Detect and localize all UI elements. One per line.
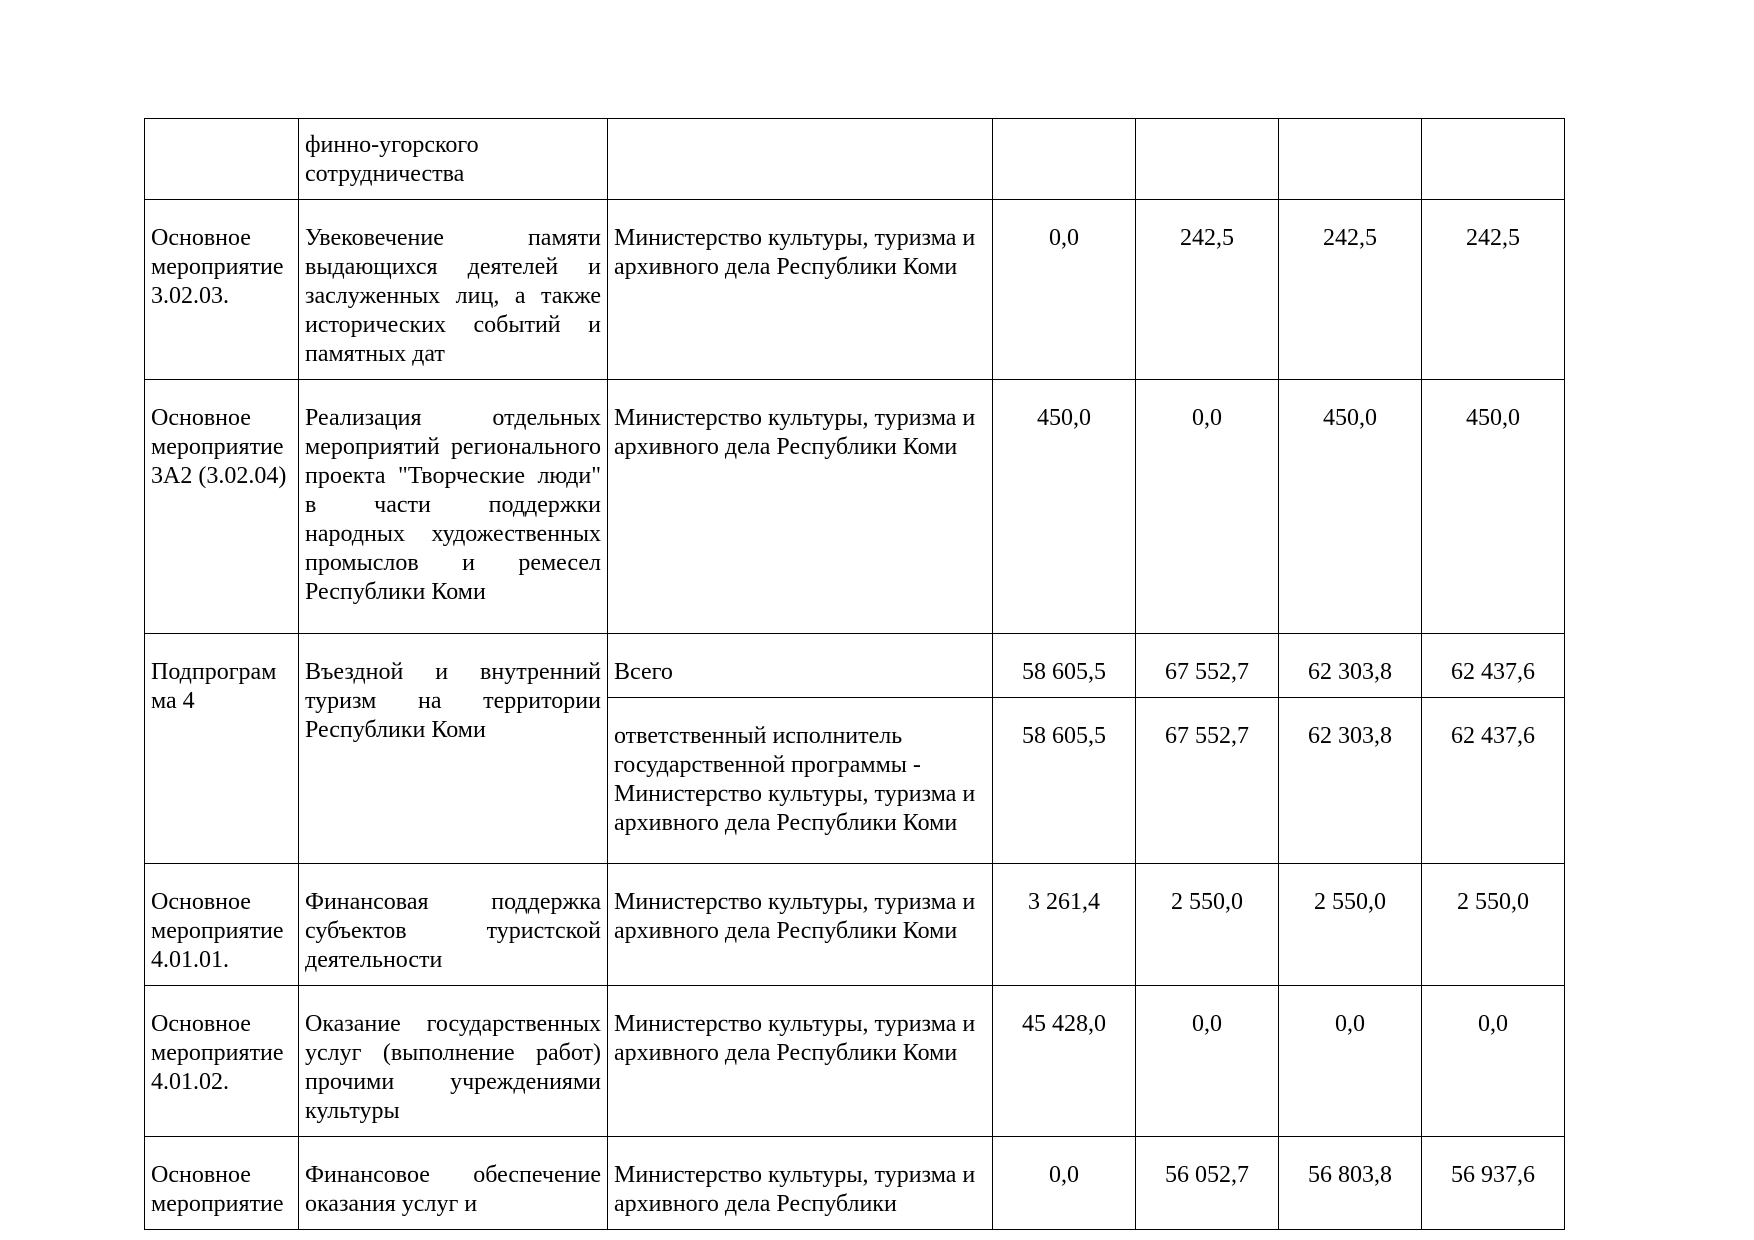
program-table [144, 118, 1565, 1230]
cell-name: Оказание государственных услуг (выполнение работ) прочими учреждениями культуры [299, 986, 608, 1137]
cell-value: 2 550,0 [1422, 864, 1565, 986]
cell-value: 45 428,0 [993, 986, 1136, 1137]
table-row [145, 1137, 1565, 1230]
cell-executor: Министерство культуры, туризма и архивного дела Республики Коми [608, 380, 993, 634]
cell-code: Основное мероприятие 4.01.02. [145, 986, 299, 1137]
cell-name: финно-угорского сотрудничества [299, 119, 608, 200]
cell-value: 62 437,6 [1422, 698, 1565, 864]
cell-value [1422, 119, 1565, 200]
cell-code: Подпрограм ма 4 [145, 634, 299, 864]
cell-code: Основное мероприятие [145, 1137, 299, 1230]
cell-executor: Министерство культуры, туризма и архивного дела Республики Коми [608, 200, 993, 380]
cell-value [1136, 119, 1279, 200]
table-row [145, 634, 1565, 698]
cell-value: 62 303,8 [1279, 634, 1422, 698]
cell-value: 56 803,8 [1279, 1137, 1422, 1230]
cell-value: 0,0 [1422, 986, 1565, 1137]
table-row [145, 200, 1565, 380]
cell-value: 450,0 [1279, 380, 1422, 634]
cell-value: 56 052,7 [1136, 1137, 1279, 1230]
cell-value: 0,0 [993, 1137, 1136, 1230]
cell-name: Реализация отдельных мероприятий регионального проекта "Творческие люди" в части поддержки народных художественных промыслов и ремесел Республики Коми [299, 380, 608, 634]
cell-executor: Министерство культуры, туризма и архивного дела Республики [608, 1137, 993, 1230]
cell-value: 2 550,0 [1136, 864, 1279, 986]
cell-code: Основное мероприятие 3.02.03. [145, 200, 299, 380]
cell-executor: Министерство культуры, туризма и архивного дела Республики Коми [608, 986, 993, 1137]
cell-value [1279, 119, 1422, 200]
cell-value: 67 552,7 [1136, 698, 1279, 864]
cell-code: Основное мероприятие 3А2 (3.02.04) [145, 380, 299, 634]
cell-value: 450,0 [1422, 380, 1565, 634]
cell-value: 2 550,0 [1279, 864, 1422, 986]
cell-code: Основное мероприятие 4.01.01. [145, 864, 299, 986]
cell-value [993, 119, 1136, 200]
cell-value: 450,0 [993, 380, 1136, 634]
cell-name: Финансовое обеспечение оказания услуг и [299, 1137, 608, 1230]
table-row [145, 864, 1565, 986]
cell-value: 242,5 [1136, 200, 1279, 380]
cell-executor [608, 119, 993, 200]
cell-value: 242,5 [1279, 200, 1422, 380]
table-row [145, 380, 1565, 634]
cell-value: 67 552,7 [1136, 634, 1279, 698]
table-row [145, 986, 1565, 1137]
cell-name: Финансовая поддержка субъектов туристской деятельности [299, 864, 608, 986]
cell-value: 0,0 [1279, 986, 1422, 1137]
cell-value: 242,5 [1422, 200, 1565, 380]
cell-value: 0,0 [1136, 986, 1279, 1137]
cell-value: 56 937,6 [1422, 1137, 1565, 1230]
cell-value: 0,0 [993, 200, 1136, 380]
cell-value: 58 605,5 [993, 698, 1136, 864]
cell-executor: Министерство культуры, туризма и архивного дела Республики Коми [608, 864, 993, 986]
cell-name: Въездной и внутренний туризм на территории Республики Коми [299, 634, 608, 864]
cell-value: 3 261,4 [993, 864, 1136, 986]
cell-name: Увековечение памяти выдающихся деятелей и заслуженных лиц, а также исторических событий и памятных дат [299, 200, 608, 380]
cell-value: 58 605,5 [993, 634, 1136, 698]
cell-executor: Всего [608, 634, 993, 698]
cell-value: 0,0 [1136, 380, 1279, 634]
cell-value: 62 437,6 [1422, 634, 1565, 698]
cell-code [145, 119, 299, 200]
cell-value: 62 303,8 [1279, 698, 1422, 864]
table-row [145, 119, 1565, 200]
cell-executor: ответственный исполнитель государственной программы - Министерство культуры, туризма и архивного дела Республики Коми [608, 698, 993, 864]
